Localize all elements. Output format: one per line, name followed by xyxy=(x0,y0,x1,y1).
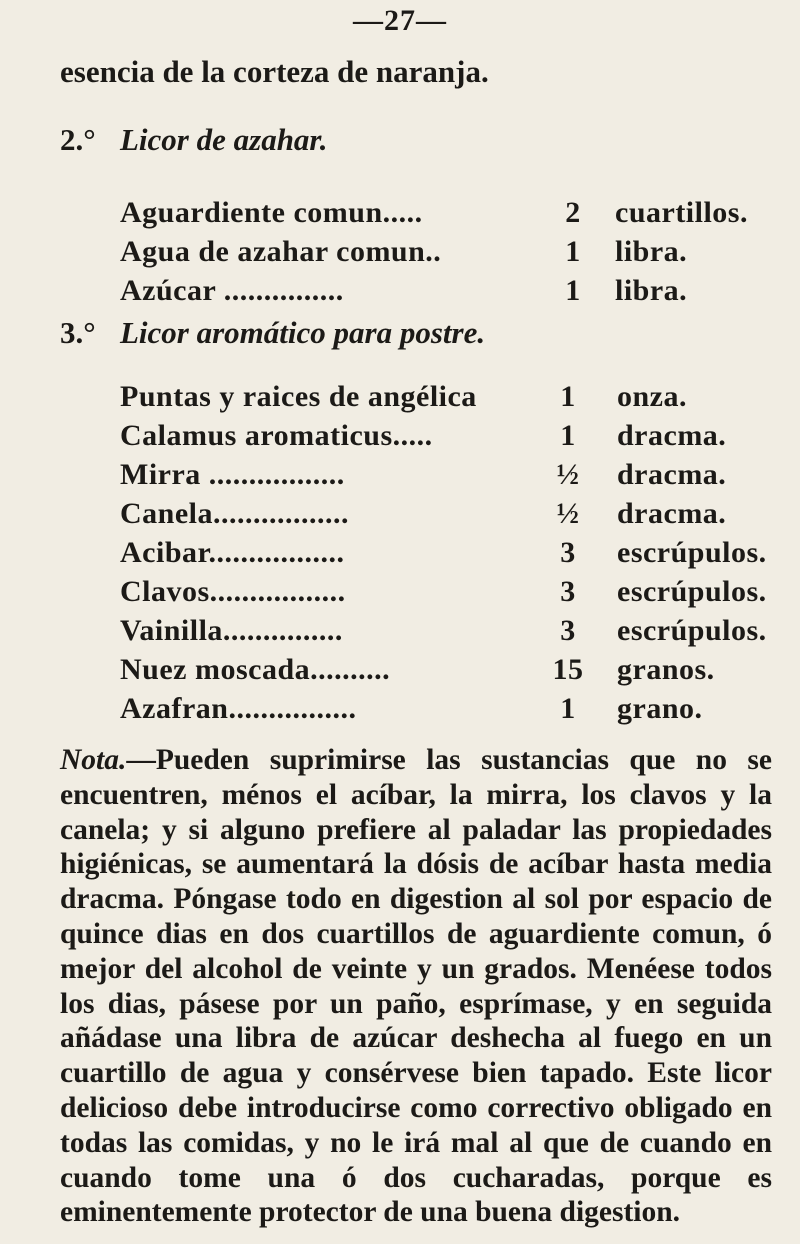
note-label: Nota. xyxy=(60,744,127,776)
section-3-heading xyxy=(60,315,485,351)
ingredient-name: Puntas y raices de angélica xyxy=(120,380,477,413)
ingredient-name: Azúcar ............... xyxy=(120,274,344,307)
ingredient-unit: granos. xyxy=(617,653,715,686)
section-3-title: Licor aromático para postre. xyxy=(120,315,486,350)
intro-line: esencia de la corteza de naranja. xyxy=(60,54,489,89)
section-2-number: 2.° xyxy=(60,122,96,157)
page-number: —27— xyxy=(353,4,447,37)
ingredient-qty: 3 xyxy=(560,614,576,647)
ingredient-name: Clavos................. xyxy=(120,575,346,608)
ingredient-name: Aguardiente comun..... xyxy=(120,196,423,229)
ingredient-qty: 3 xyxy=(560,575,576,608)
ingredient-unit: escrúpulos. xyxy=(617,575,767,608)
ingredient-name: Acibar................. xyxy=(120,536,345,569)
ingredient-unit: escrúpulos. xyxy=(617,536,767,569)
ingredient-qty: 15 xyxy=(552,653,584,686)
ingredient-unit: dracma. xyxy=(617,497,727,530)
ingredient-qty: 1 xyxy=(560,419,576,452)
ingredient-qty: 1 xyxy=(560,380,576,413)
ingredient-unit: escrúpulos. xyxy=(617,614,767,647)
ingredient-name: Vainilla............... xyxy=(120,614,343,647)
note-text: —Pueden suprimirse las sustancias que no se encuentren, ménos el acíbar, la mirra, los clavos y la canela; y si alguno prefiere al paladar las propiedades higiénicas, se aumentará la dósis de acíbar hasta media dracma. Póngase todo en digestion al sol por espacio de quince dias en dos cuartillos de aguardiente comun, ó mejor del alcohol de veinte y un grados. Menéese todos los dias, pásese por un paño, esprímase, y en seguida añádase una libra de azúcar deshecha al fuego en un cuartillo de agua y consérvese bien tapado. Este licor delicioso debe introducirse como correctivo obligado en todas las comidas, y no le irá mal al que de cuando en cuando tome una ó dos cucharadas, porque es eminentemente protector de una buena digestion. xyxy=(60,744,772,1229)
ingredient-qty: 1 xyxy=(560,692,576,725)
ingredient-unit: dracma. xyxy=(617,458,727,491)
ingredient-name: Calamus aromaticus..... xyxy=(120,419,433,452)
ingredient-name: Mirra ................. xyxy=(120,458,345,491)
section-2-title: Licor de azahar. xyxy=(120,122,328,157)
section-3-number: 3.° xyxy=(60,315,96,350)
ingredient-qty: 2 xyxy=(565,196,581,229)
ingredient-qty: 1 xyxy=(565,274,581,307)
ingredient-name: Canela................. xyxy=(120,497,349,530)
ingredient-unit: libra. xyxy=(615,235,688,268)
ingredient-qty: 1 xyxy=(565,235,581,268)
ingredient-unit: libra. xyxy=(615,274,688,307)
ingredient-unit: cuartillos. xyxy=(615,196,748,229)
note-paragraph xyxy=(60,743,772,1230)
ingredient-qty: 3 xyxy=(560,536,576,569)
ingredient-unit: onza. xyxy=(617,380,687,413)
ingredient-name: Agua de azahar comun.. xyxy=(120,235,442,268)
ingredient-unit: dracma. xyxy=(617,419,727,452)
ingredient-name: Nuez moscada.......... xyxy=(120,653,391,686)
ingredient-qty: ½ xyxy=(556,497,580,530)
ingredient-qty: ½ xyxy=(556,458,580,491)
section-2-heading xyxy=(60,122,328,158)
ingredient-name: Azafran................ xyxy=(120,692,357,725)
ingredient-unit: grano. xyxy=(617,692,703,725)
